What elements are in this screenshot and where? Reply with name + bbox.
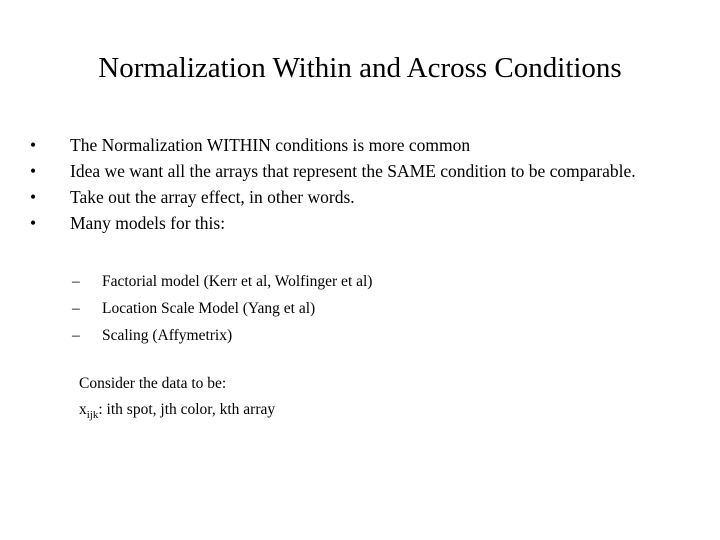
bullet-item	[30, 210, 670, 236]
bullet-item	[30, 158, 670, 184]
sub-bullet-text: Location Scale Model (Yang et al)	[102, 300, 316, 317]
bullet-marker: •	[30, 161, 37, 181]
note-variable: x	[79, 401, 87, 418]
bullet-list	[30, 132, 670, 236]
data-definition-note	[79, 371, 579, 423]
sub-bullet-text: Factorial model (Kerr et al, Wolfinger et al)	[102, 273, 373, 290]
bullet-text: Take out the array effect, in other words.	[70, 187, 355, 207]
bullet-marker: •	[30, 187, 37, 207]
bullet-marker: •	[30, 135, 37, 155]
note-definition: : ith spot, jth color, kth array	[98, 401, 276, 418]
note-line-1: Consider the data to be:	[79, 375, 227, 392]
bullet-text: Many models for this:	[70, 213, 226, 233]
bullet-marker: •	[30, 213, 37, 233]
slide-title: Normalization Within and Across Conditions	[98, 52, 622, 84]
note-subscript: ijk	[86, 409, 99, 421]
sub-bullet-marker: –	[72, 327, 80, 344]
note-line-2	[79, 397, 579, 423]
bullet-item	[30, 132, 670, 158]
bullet-item	[30, 184, 670, 210]
sub-bullet-marker: –	[72, 300, 80, 317]
bullet-text: The Normalization WITHIN conditions is more common	[70, 135, 471, 155]
sub-bullet-marker: –	[72, 273, 80, 290]
bullet-text: Idea we want all the arrays that represent the SAME condition to be comparable.	[70, 161, 636, 181]
sub-bullet-list	[72, 268, 632, 349]
sub-bullet-text: Scaling (Affymetrix)	[102, 327, 233, 344]
sub-bullet-item	[72, 268, 632, 295]
sub-bullet-item	[72, 322, 632, 349]
sub-bullet-item	[72, 295, 632, 322]
